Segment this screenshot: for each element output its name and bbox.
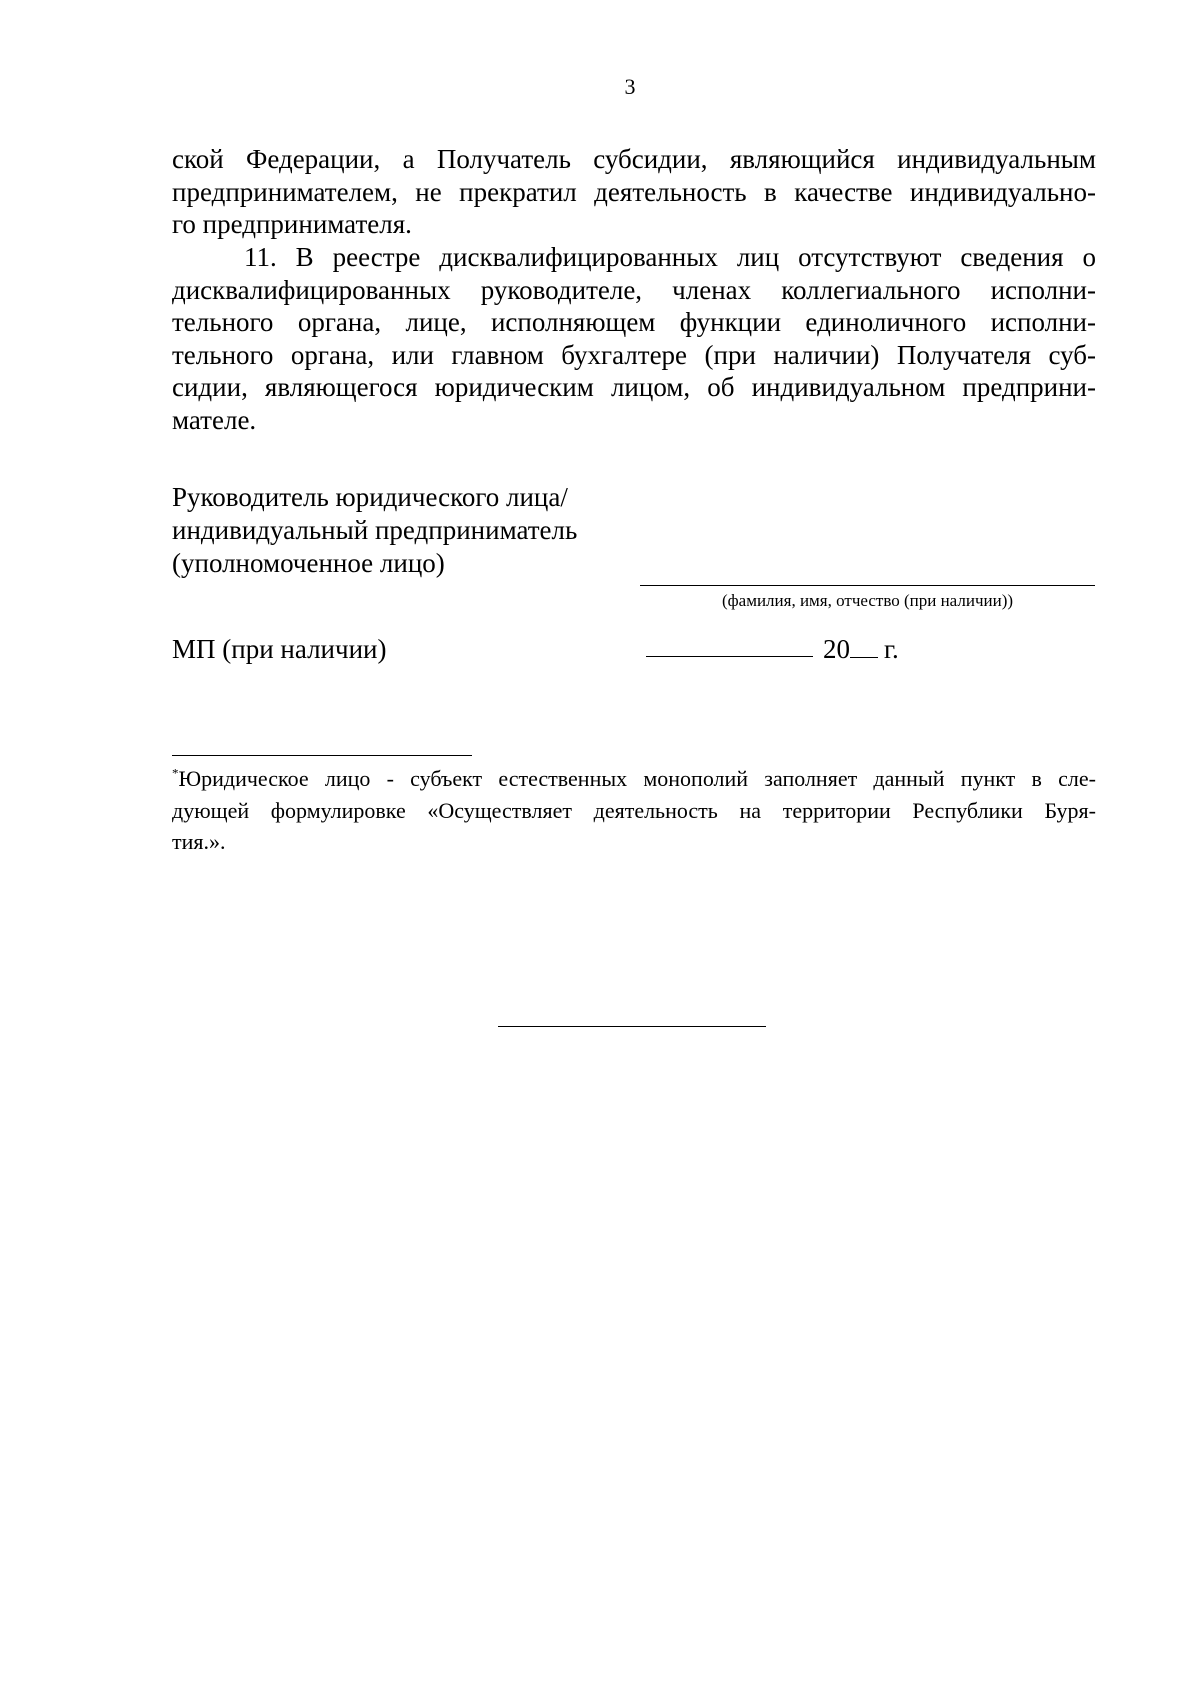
footnote-line: тия.».: [172, 829, 226, 854]
paragraph-line: ской Федерации, а Получатель субсидии, являющийся индивидуальным: [172, 144, 1096, 174]
footnote-marker: *: [172, 765, 179, 781]
footnote-line: дующей формулировке «Осуществляет деятельность на территории Республики Буря-: [172, 797, 1096, 823]
paragraph-line: дисквалифицированных руководителе, членах коллегиального исполни-: [172, 274, 1096, 305]
signatory-title-line: (уполномоченное лицо): [172, 548, 445, 578]
document-end-rule: [498, 1026, 766, 1027]
footnote: [172, 763, 1096, 858]
signatory-block: [172, 481, 577, 580]
date-year: [823, 634, 899, 665]
signature-name-caption: (фамилия, имя, отчество (при наличии)): [721, 591, 1014, 610]
paragraph-line: предпринимателем, не прекратил деятельность в качестве индивидуально-: [172, 176, 1096, 207]
year-suffix: г.: [884, 634, 899, 664]
paragraph-line: тельного органа, лице, исполняющем функции единоличного исполни-: [172, 307, 1096, 338]
year-prefix: 20: [823, 634, 850, 664]
signatory-title-line: индивидуальный предприниматель: [172, 515, 578, 545]
paragraph-line: 11. В реестре дисквалифицированных лиц отсутствуют сведения о: [244, 242, 1096, 272]
paragraph-continuation: [172, 143, 1096, 241]
paragraph-line: мателе.: [172, 404, 257, 435]
footnote-line: *Юридическое лицо - субъект естественных монополий заполняет данный пункт в сле-: [172, 765, 1096, 791]
date-blank-line: [646, 656, 813, 657]
paragraph-line: тельного органа, или главном бухгалтере (при наличии) Получателя суб-: [172, 339, 1096, 370]
page-number: 3: [624, 74, 636, 99]
paragraph-line: сидии, являющегося юридическим лицом, об индивидуальном предприни-: [172, 372, 1096, 403]
paragraph-line: го предпринимателя.: [172, 209, 412, 240]
stamp-label: МП (при наличии): [172, 634, 387, 664]
signature-name-line: [640, 585, 1095, 586]
footnote-separator: [172, 755, 472, 756]
signatory-title-line: Руководитель юридического лица/: [172, 482, 568, 512]
year-blank-line: [850, 635, 878, 658]
paragraph-item-11: [172, 241, 1096, 437]
